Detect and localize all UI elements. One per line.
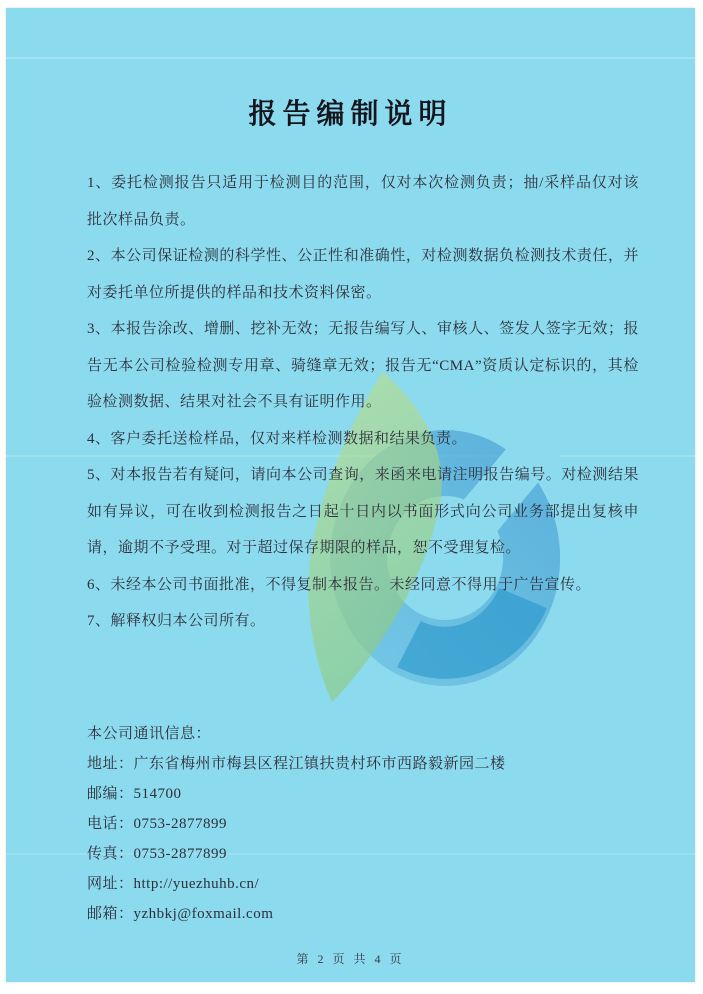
contact-heading: 本公司通讯信息： <box>87 726 212 742</box>
contact-fax: 传真：0753-2877899 <box>87 846 227 862</box>
note-item-4: 4、客户委托送检样品，仅对来样检测数据和结果负责。 <box>87 430 468 447</box>
note-item-7: 7、解释权归本公司所有。 <box>87 613 266 629</box>
report-notes <box>87 165 639 640</box>
scan-artifact-line <box>6 57 695 59</box>
contact-email: 邮箱：yzhbkj@foxmail.com <box>87 906 274 922</box>
contact-phone: 电话：0753-2877899 <box>87 816 227 832</box>
page-number: 第 2 页 共 4 页 <box>296 952 405 966</box>
contact-website: 网址：http://yuezhuhb.cn/ <box>87 876 260 892</box>
report-sheet <box>6 8 695 982</box>
note-item-6: 6、未经本公司书面批准，不得复制本报告。未经同意不得用于广告宣传。 <box>87 576 592 593</box>
page-title: 报告编制说明 <box>248 98 453 129</box>
note-item-1: 1、委托检测报告只适用于检测目的范围，仅对本次检测负责；抽/采样品仅对该批次样品负责。 <box>87 175 639 228</box>
contact-address: 地址：广东省梅州市梅县区程江镇扶贵村环市西路毅新园二楼 <box>87 756 506 772</box>
contact-info-block <box>87 719 647 929</box>
contact-postcode: 邮编：514700 <box>87 786 182 802</box>
note-item-3: 3、本报告涂改、增删、挖补无效；无报告编写人、审核人、签发人签字无效；报告无本公司检验检测专用章、骑缝章无效；报告无“CMA”资质认定标识的，其检验检测数据、结果对社会不具有证明作用。 <box>87 321 639 410</box>
note-item-5: 5、对本报告若有疑问，请向本公司查询，来函来电请注明报告编号。对检测结果如有异议，可在收到检测报告之日起十日内以书面形式向公司业务部提出复核申请，逾期不予受理。对于超过保存期限的样品，恕不受理复检。 <box>87 467 639 556</box>
note-item-2: 2、本公司保证检测的科学性、公正性和准确性，对检测数据负检测技术责任，并对委托单位所提供的样品和技术资料保密。 <box>87 248 639 301</box>
